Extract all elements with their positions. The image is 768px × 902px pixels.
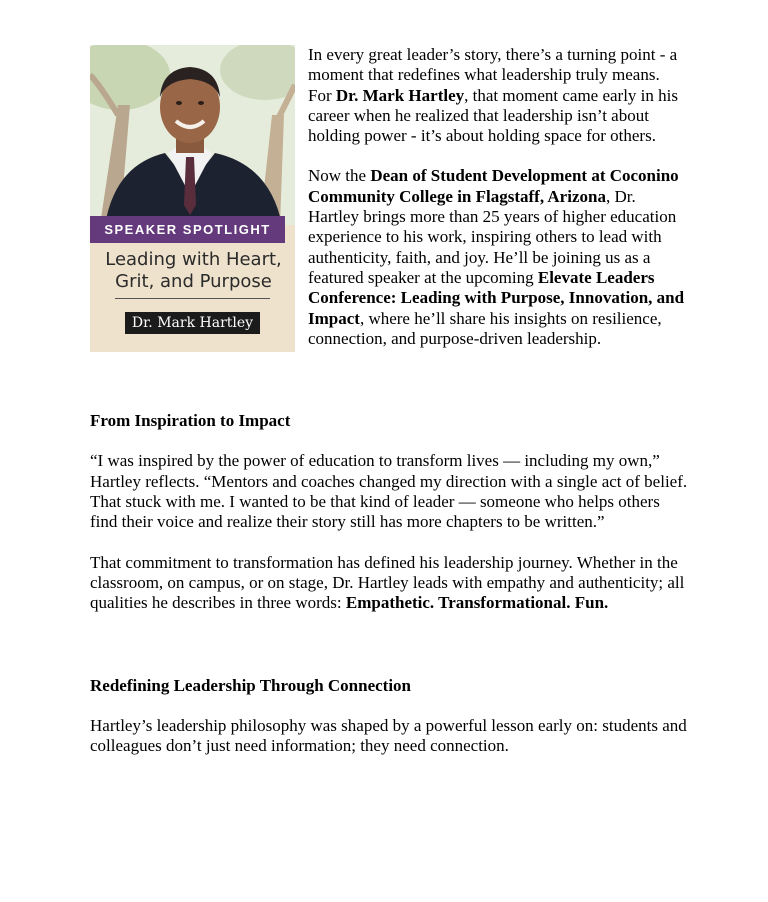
speaker-name-label: Dr. Mark Hartley — [125, 312, 260, 334]
text-run: , that moment came early in his career when he realized that leadership isn’t about holding power - it’s about holding space for others. — [308, 85, 678, 146]
conference-name-bold: Elevate Leaders Conference: Leading with Purpose, Innovation, and Impact — [308, 267, 685, 328]
card-title — [96, 249, 291, 293]
section-spacer — [90, 634, 690, 676]
text-run: That commitment to transformation has defined his leadership journey. Whether in the classroom, on campus, or on stage, Dr. Hartley leads with empathy and authenticity; all qualities he describes in three words: — [90, 552, 685, 613]
commitment-paragraph — [90, 553, 690, 614]
intro-paragraph-1a: In every great leader’s story, there’s a turning point - a moment that redefines what leadership truly means. — [308, 45, 678, 85]
speaker-spotlight-banner: SPEAKER SPOTLIGHT — [90, 216, 285, 243]
text-run: , where he’ll share his insights on resilience, connection, and purpose-driven leadership. — [308, 308, 662, 348]
philosophy-paragraph: Hartley’s leadership philosophy was shaped by a powerful lesson early on: students and colleagues don’t just need information; they need connection. — [90, 715, 687, 756]
three-words-bold: Empathetic. Transformational. Fun. — [345, 593, 609, 613]
card-divider — [115, 298, 270, 299]
section-spacer — [90, 369, 690, 411]
text-run: Now the — [308, 166, 371, 186]
section-heading-connection: Redefining Leadership Through Connection — [90, 675, 412, 695]
article-content — [90, 45, 690, 776]
card-title-line1: Leading with Heart, — [105, 249, 282, 270]
section-heading-inspiration: From Inspiration to Impact — [90, 411, 291, 431]
speaker-portrait-photo — [90, 45, 295, 225]
speaker-spotlight-card — [90, 45, 295, 352]
dean-title-bold: Dean of Student Development at Coconino Community College in Flagstaff, Arizona — [308, 166, 679, 206]
text-run: For — [308, 85, 336, 105]
speaker-name-bold: Dr. Mark Hartley — [335, 85, 465, 105]
quote-paragraph: “I was inspired by the power of education to transform lives — including my own,” Hartley reflects. “Mentors and coaches changed my direction with a single act of belief. That stuck with me. I wanted to be that kind of leader — someone who helps others find their voice and realize their story still has more chapters to be written.” — [90, 451, 688, 532]
text-run: , Dr. Hartley brings more than 25 years of higher education experience to his work, inspiring others to lead with authenticity, faith, and joy. He’ll be joining us as a featured speaker at the upcoming — [308, 186, 677, 287]
card-title-line2: Grit, and Purpose — [115, 271, 272, 292]
